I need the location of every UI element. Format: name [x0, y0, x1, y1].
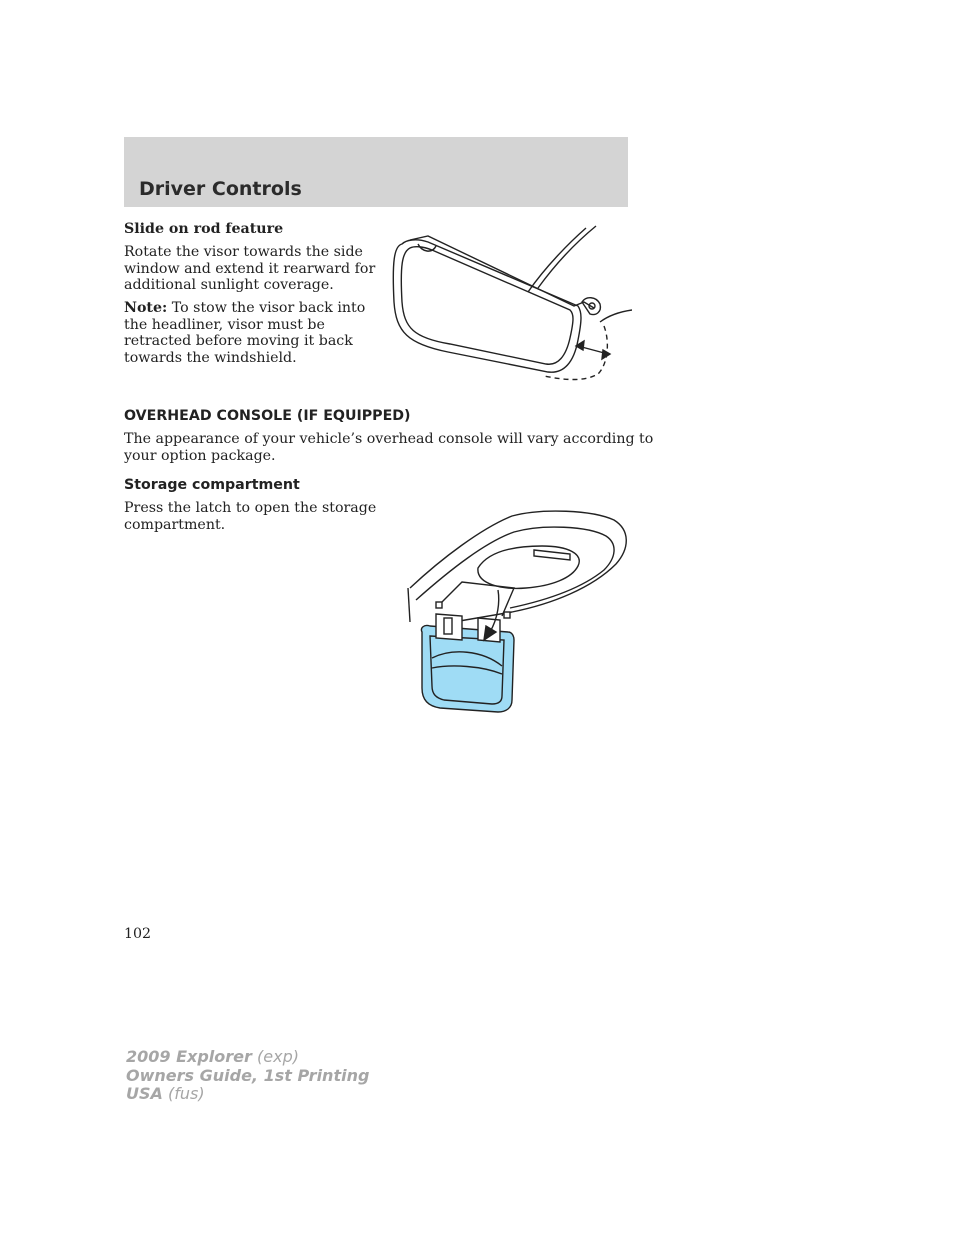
- visor-heading: Slide on rod feature: [124, 221, 284, 237]
- visor-note: [124, 300, 365, 366]
- storage-body-line: Press the latch to open the storage: [124, 500, 377, 516]
- console-lens: [478, 546, 579, 588]
- note-line: the headliner, visor must be: [124, 316, 325, 333]
- console-heading: OVERHEAD CONSOLE (IF EQUIPPED): [124, 408, 411, 424]
- footer-region-code: (fus): [162, 1084, 205, 1103]
- hinge-tab-right: [504, 612, 510, 618]
- console-body-line: your option package.: [124, 447, 276, 464]
- headliner-line-2: [538, 226, 596, 288]
- footer-model: 2009 Explorer: [126, 1047, 252, 1066]
- visor-body: [124, 244, 375, 294]
- storage-body-line: compartment.: [124, 516, 226, 533]
- visor-body-line: Rotate the visor towards the side: [124, 244, 363, 260]
- page-number: 102: [124, 926, 152, 942]
- visor-body-line: window and extend it rearward for: [124, 260, 376, 277]
- section-title: Driver Controls: [139, 178, 302, 200]
- footer-region: USA: [126, 1084, 163, 1103]
- storage-heading: Storage compartment: [124, 477, 300, 493]
- hinge-tab-left: [436, 602, 442, 608]
- note-line: towards the windshield.: [124, 349, 297, 366]
- document-footer: [126, 1048, 369, 1104]
- note-label: Note:: [124, 300, 168, 316]
- overhead-console-illustration: [402, 508, 634, 718]
- console-body-line: The appearance of your vehicle’s overhead console will vary according to: [124, 431, 654, 447]
- footer-model-code: (exp): [251, 1047, 299, 1066]
- footer-guide: Owners Guide, 1st Printing: [126, 1065, 370, 1085]
- visor-body-line: additional sunlight coverage.: [124, 277, 334, 293]
- storage-body: [124, 500, 376, 533]
- lens-highlight: [534, 550, 570, 560]
- console-housing-inner: [416, 527, 614, 608]
- note-line: To stow the visor back into: [167, 300, 366, 316]
- console-body: [124, 431, 653, 464]
- headliner-line: [528, 228, 586, 292]
- sun-visor-illustration: [388, 222, 632, 388]
- note-line: retracted before moving it back: [124, 333, 353, 349]
- side-pillar-line: [600, 310, 632, 322]
- console-left-edge: [408, 588, 410, 622]
- opening-frame: [436, 582, 514, 616]
